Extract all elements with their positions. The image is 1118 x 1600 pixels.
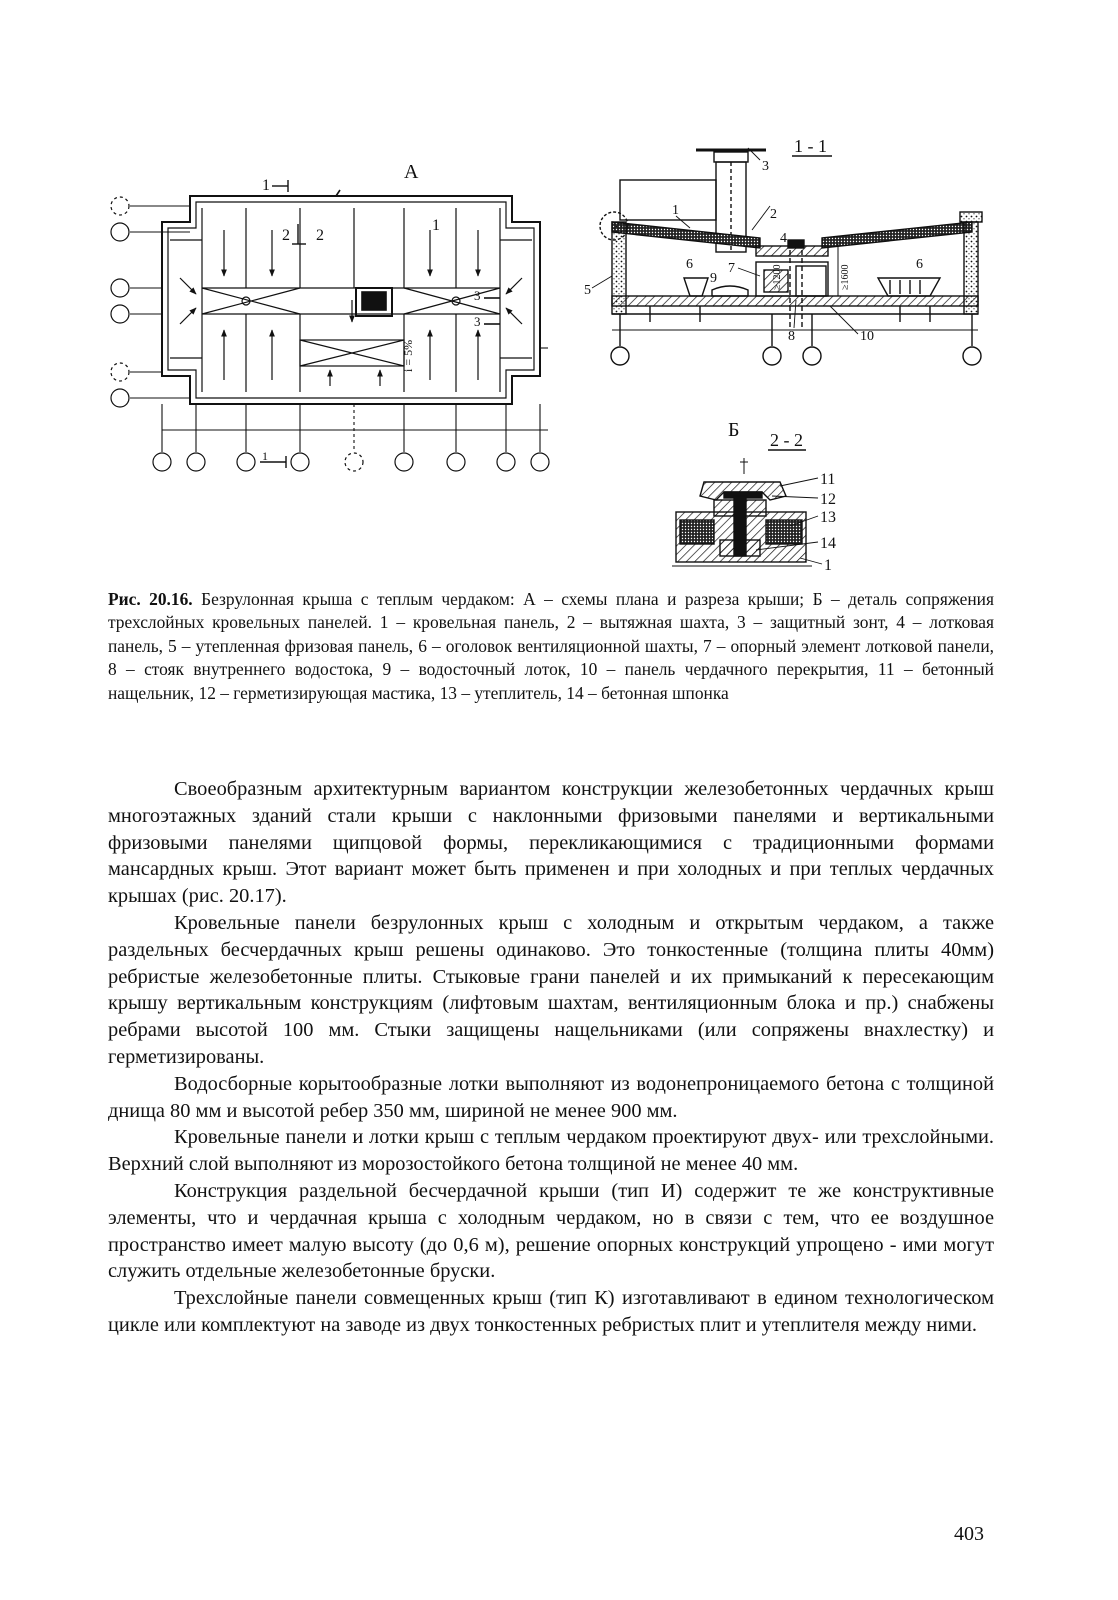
- plan-callout-1: 1: [432, 217, 440, 234]
- paragraph: Своеобразным архитектурным вариантом конструкции железобетонных чердачных крыш многоэтажных зданий стали крыши с наклонными фризовыми панелями и вертикальными фризовыми панелями щипцовой формы, перекликающимися с традиционными формами мансардных крыш. Этот вариант может быть применен и при холодных и при теплых чердачных крышах (рис. 20.17).: [108, 778, 994, 908]
- section-callout-8: 8: [788, 329, 795, 344]
- section-1-mark: 1: [262, 177, 270, 194]
- section-1-mark-bottom: 1: [262, 449, 268, 463]
- paragraph: Кровельные панели и лотки крыш с теплым чердаком проектируют двух- или трехслойными. Верхний слой выполняют из морозостойкого бетона толщиной не менее 40 мм.: [108, 1126, 994, 1176]
- paragraph: Трехслойные панели совмещенных крыш (тип К) изготавливают в едином технологическом цикле или комплектуют на заводе из двух тонкостенных ребристых плит и утеплителя между ними.: [108, 1287, 994, 1336]
- detail-callout-13: 13: [820, 509, 836, 526]
- section-callout-3: 3: [762, 159, 769, 174]
- paragraph: Кровельные панели безрулонных крыш с холодным и открытым чердаком, а также раздельных бесчердачных крыш решены одинаково. Это тонкостенные (толщина плиты 40мм) ребристые железобетонные плиты. Стыковые грани панелей и их примыканий к пересекающим крышу вертикальным конструкциям (лифтовым шахтам, вентиляционным блока и пр.) снабжены ребрами высотой 100 мм. Стыки защищены нащельниками (или сопряжены внахлестку) и герметизированы.: [108, 911, 994, 1068]
- plan-callout-2a: 2: [282, 227, 290, 244]
- dim-1200: ≥1200: [772, 264, 783, 290]
- section-1-1: [584, 136, 982, 365]
- section-callout-6b: 6: [916, 257, 923, 272]
- section-2-2-label: 2 - 2: [770, 430, 803, 450]
- page-number: 403: [954, 1523, 984, 1545]
- detail-callout-1: 1: [824, 557, 832, 574]
- plan-callout-2b: 2: [316, 227, 324, 244]
- section-callout-1: 1: [672, 203, 679, 218]
- dim-1600: ≥1600: [840, 264, 851, 290]
- detail-label: Б: [728, 419, 740, 441]
- figure-caption: [108, 588, 994, 705]
- paragraph: Водосборные корытообразные лотки выполняют из водонепроницаемого бетона с толщиной днища 80 мм и высотой ребер 350 мм, шириной не менее 900 мм.: [108, 1072, 994, 1122]
- detail-2-2: [672, 419, 836, 574]
- section-1-1-label: 1 - 1: [794, 136, 827, 156]
- caption-text: Безрулонная крыша с теплым чердаком: А – схемы плана и разреза крыши; Б – деталь сопряжения трехслойных кровельных панелей. 1 – кровельная панель, 2 – вытяжная шахта, 3 – защитный зонт, 4 – лотковая панель, 5 – утепленная фризовая панель, 6 – оголовок вентиляционной шахты, 7 – опорный элемент лотковой панели, 8 – стояк внутреннего водостока, 9 – водосточный лоток, 10 – панель чердачного перекрытия, 11 – бетонный нащельник, 12 – герметизирующая мастика, 13 – утеплитель, 14 – бетонная шпонка: [108, 589, 994, 703]
- plan-callout-3b: 3: [474, 314, 481, 329]
- section-callout-5: 5: [584, 283, 591, 298]
- detail-callout-12: 12: [820, 491, 836, 508]
- roof-plan: [111, 161, 549, 471]
- plan-callout-3a: 3: [474, 288, 481, 303]
- detail-callout-11: 11: [820, 471, 836, 488]
- slope-label: i = 5%: [401, 339, 415, 372]
- section-callout-7: 7: [728, 261, 735, 276]
- section-callout-2: 2: [770, 207, 777, 222]
- plan-label: А: [404, 161, 419, 183]
- caption-label: Рис. 20.16.: [108, 589, 193, 609]
- section-callout-4: 4: [780, 231, 787, 246]
- section-callout-9: 9: [710, 271, 717, 286]
- detail-callout-14: 14: [820, 535, 836, 552]
- paragraph: Конструкция раздельной бесчердачной крыши (тип И) содержит те же конструктивные элементы, что и чердачная крыша с холодным чердаком, но в связи с тем, что ее воздушное пространство имеет малую высоту (до 0,6 м), решение опорных конструкций упрощено - ими могут служить отдельные железобетонные бруски.: [108, 1179, 994, 1283]
- figure-20-16: [0, 0, 1118, 590]
- body-text: [108, 776, 994, 1339]
- section-callout-10: 10: [860, 329, 874, 344]
- section-callout-6a: 6: [686, 257, 693, 272]
